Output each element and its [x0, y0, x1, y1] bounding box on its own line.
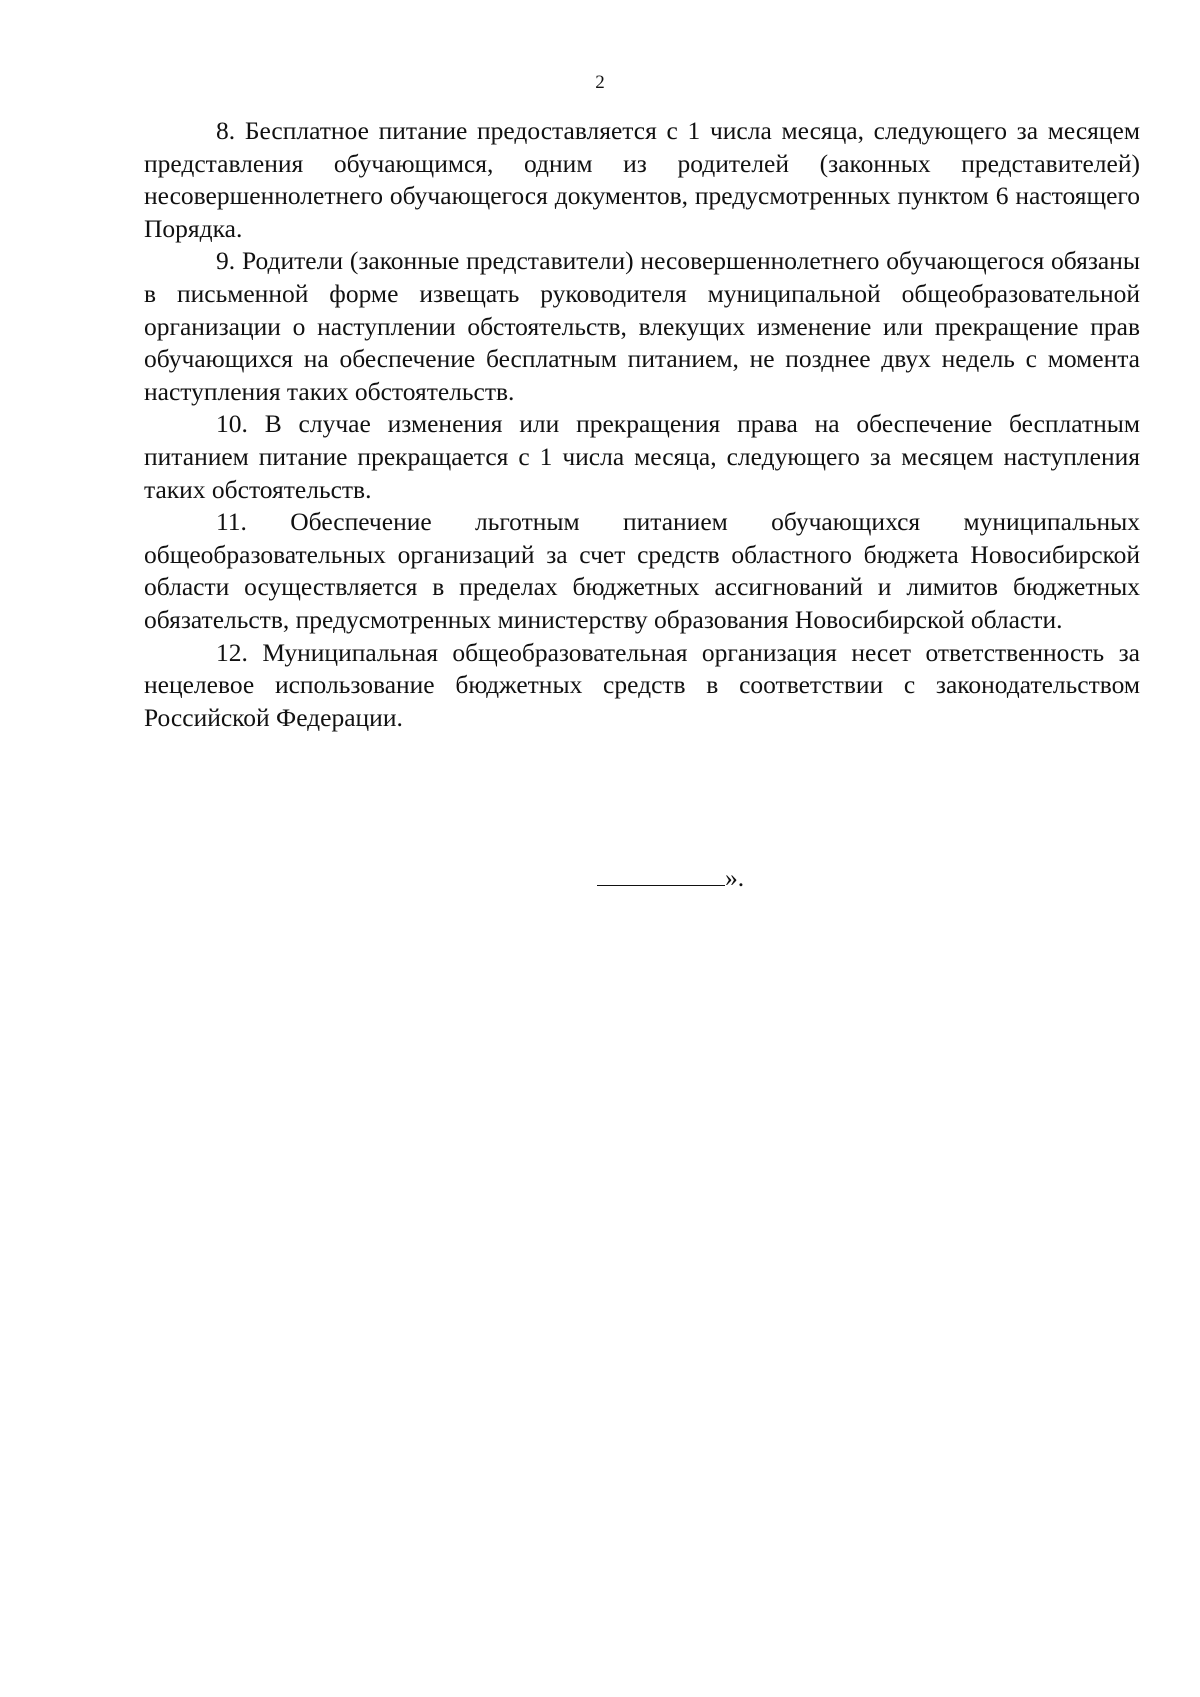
paragraph-text: Обеспечение льготным питанием обучающихся муниципальных общеобразовательных организаций за счет средств областного бюджета Новосибирской области осуществляется в пределах бюджетных ассигнований и лимитов бюджетных обязательств, предусмотренных министерству образования Новосибирской области.: [144, 507, 1141, 634]
paragraph-12: [144, 637, 1140, 735]
paragraph-number: 9.: [216, 246, 236, 276]
paragraph-number: 12.: [216, 637, 248, 667]
paragraph-number: 8.: [216, 116, 236, 145]
paragraph-text: В случае изменения или прекращения права на обеспечение бесплатным питанием питание прекращается с 1 числа месяца, следующего за месяцем наступления таких обстоятельств.: [144, 409, 1140, 504]
paragraph-11: [144, 506, 1140, 636]
closing-quote-mark: ».: [725, 863, 745, 892]
paragraph-9: [144, 245, 1140, 408]
document-body: [144, 115, 1140, 734]
page-number: 2: [595, 72, 605, 93]
paragraph-number: 10.: [216, 409, 248, 439]
paragraph-10: [144, 408, 1140, 506]
paragraph-text: Муниципальная общеобразовательная организация несет ответственность за нецелевое использование бюджетных средств в соответствии с законодательством Российской Федерации.: [144, 637, 1141, 732]
paragraph-text: Бесплатное питание предоставляется с 1 числа месяца, следующего за месяцем представления обучающимся, одним из родителей (законных представителей) несовершеннолетнего обучающегося документов, предусмотренных пунктом 6 настоящего Порядка.: [144, 116, 1141, 243]
signature-underline: [597, 863, 725, 886]
paragraph-number: 11.: [216, 507, 247, 537]
paragraph-text: Родители (законные представители) несовершеннолетнего обучающегося обязаны в письменной форме извещать руководителя муниципальной общеобразовательной организации о наступлении обстоятельств, влекущих изменение или прекращение прав обучающихся на обеспечение бесплатным питанием, не позднее двух недель с момента наступления таких обстоятельств.: [144, 246, 1140, 406]
closing-line: [597, 862, 744, 894]
paragraph-8: [144, 115, 1140, 245]
